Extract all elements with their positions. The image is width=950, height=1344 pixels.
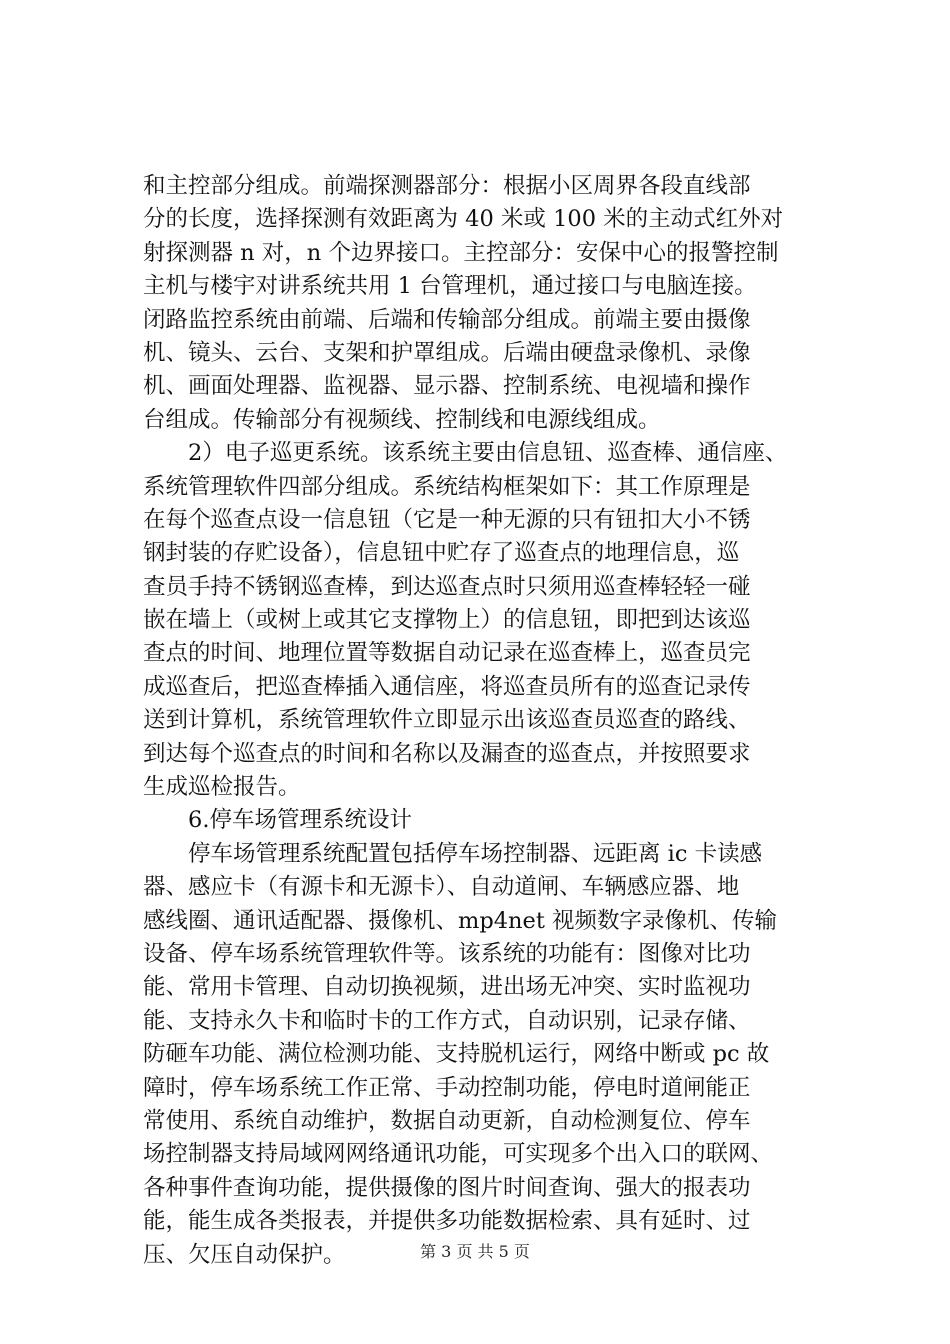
text-line: 成巡查后，把巡查棒插入通信座，将巡查员所有的巡查记录传 <box>143 673 751 700</box>
text-line: 台组成。传输部分有视频线、控制线和电源线组成。 <box>143 406 661 433</box>
text-line: 各种事件查询功能，提供摄像的图片时间查询、强大的报表功 <box>143 1174 751 1201</box>
text-line: 送到计算机，系统管理软件立即显示出该巡查员巡查的路线、 <box>143 707 751 734</box>
text-line: 在每个巡查点设一信息钮（它是一种无源的只有钮扣大小不锈 <box>143 506 751 533</box>
text-line: 主机与楼宇对讲系统共用 1 台管理机，通过接口与电脑连接。 <box>143 273 757 300</box>
text-line: 器、感应卡（有源卡和无源卡）、自动道闸、车辆感应器、地 <box>143 874 740 901</box>
text-line: 机、镜头、云台、支架和护罩组成。后端由硬盘录像机、录像 <box>143 339 751 366</box>
text-line: 设备、停车场系统管理软件等。该系统的功能有：图像对比功 <box>143 940 751 967</box>
text-line: 和主控部分组成。前端探测器部分：根据小区周界各段直线部 <box>143 173 751 199</box>
paragraph-start-line: 2）电子巡更系统。该系统主要由信息钮、巡查棒、通信座、 <box>188 440 788 467</box>
text-line: 到达每个巡查点的时间和名称以及漏查的巡查点，并按照要求 <box>143 740 751 767</box>
text-line: 查员手持不锈钢巡查棒，到达巡查点时只须用巡查棒轻轻一碰 <box>143 573 751 600</box>
text-line: 场控制器支持局域网网络通讯功能，可实现多个出入口的联网、 <box>143 1141 774 1168</box>
text-line: 分的长度，选择探测有效距离为 40 米或 100 米的主动式红外对 <box>143 206 784 233</box>
text-line: 压、欠压自动保护。 <box>143 1241 346 1268</box>
text-line: 机、画面处理器、监视器、显示器、控制系统、电视墙和操作 <box>143 373 751 400</box>
text-line: 能、常用卡管理、自动切换视频，进出场无冲突、实时监视功 <box>143 974 751 1001</box>
text-line: 系统管理软件四部分组成。系统结构框架如下：其工作原理是 <box>143 473 751 500</box>
text-line: 钢封装的存贮设备），信息钮中贮存了巡查点的地理信息，巡 <box>143 540 740 567</box>
text-line: 障时，停车场系统工作正常、手动控制功能，停电时道闸能正 <box>143 1074 751 1101</box>
text-line: 能，能生成各类报表，并提供多功能数据检索、具有延时、过 <box>143 1208 751 1235</box>
text-line: 查点的时间、地理位置等数据自动记录在巡查棒上，巡查员完 <box>143 640 751 667</box>
text-line: 射探测器 n 对，n 个边界接口。主控部分：安保中心的报警控制 <box>143 239 779 266</box>
section-heading: 6.停车场管理系统设计 <box>188 807 412 834</box>
page-footer: 第 3 页 共 5 页 <box>420 1242 530 1261</box>
text-line: 嵌在墙上（或树上或其它支撑物上）的信息钮，即把到达该巡 <box>143 607 751 634</box>
text-line: 闭路监控系统由前端、后端和传输部分组成。前端主要由摄像 <box>143 306 751 333</box>
text-line: 能、支持永久卡和临时卡的工作方式，自动识别，记录存储、 <box>143 1007 751 1034</box>
text-line: 常使用、系统自动维护，数据自动更新，自动检测复位、停车 <box>143 1107 751 1134</box>
text-line: 感线圈、通讯适配器、摄像机、mp4net 视频数字录像机、传输 <box>143 907 778 934</box>
text-line: 防砸车功能、满位检测功能、支持脱机运行，网络中断或 pc 故 <box>143 1041 770 1068</box>
body-text <box>143 170 833 1272</box>
text-line: 生成巡检报告。 <box>143 774 301 801</box>
paragraph-start-line: 停车场管理系统配置包括停车场控制器、远距离 ic 卡读感 <box>188 840 763 867</box>
